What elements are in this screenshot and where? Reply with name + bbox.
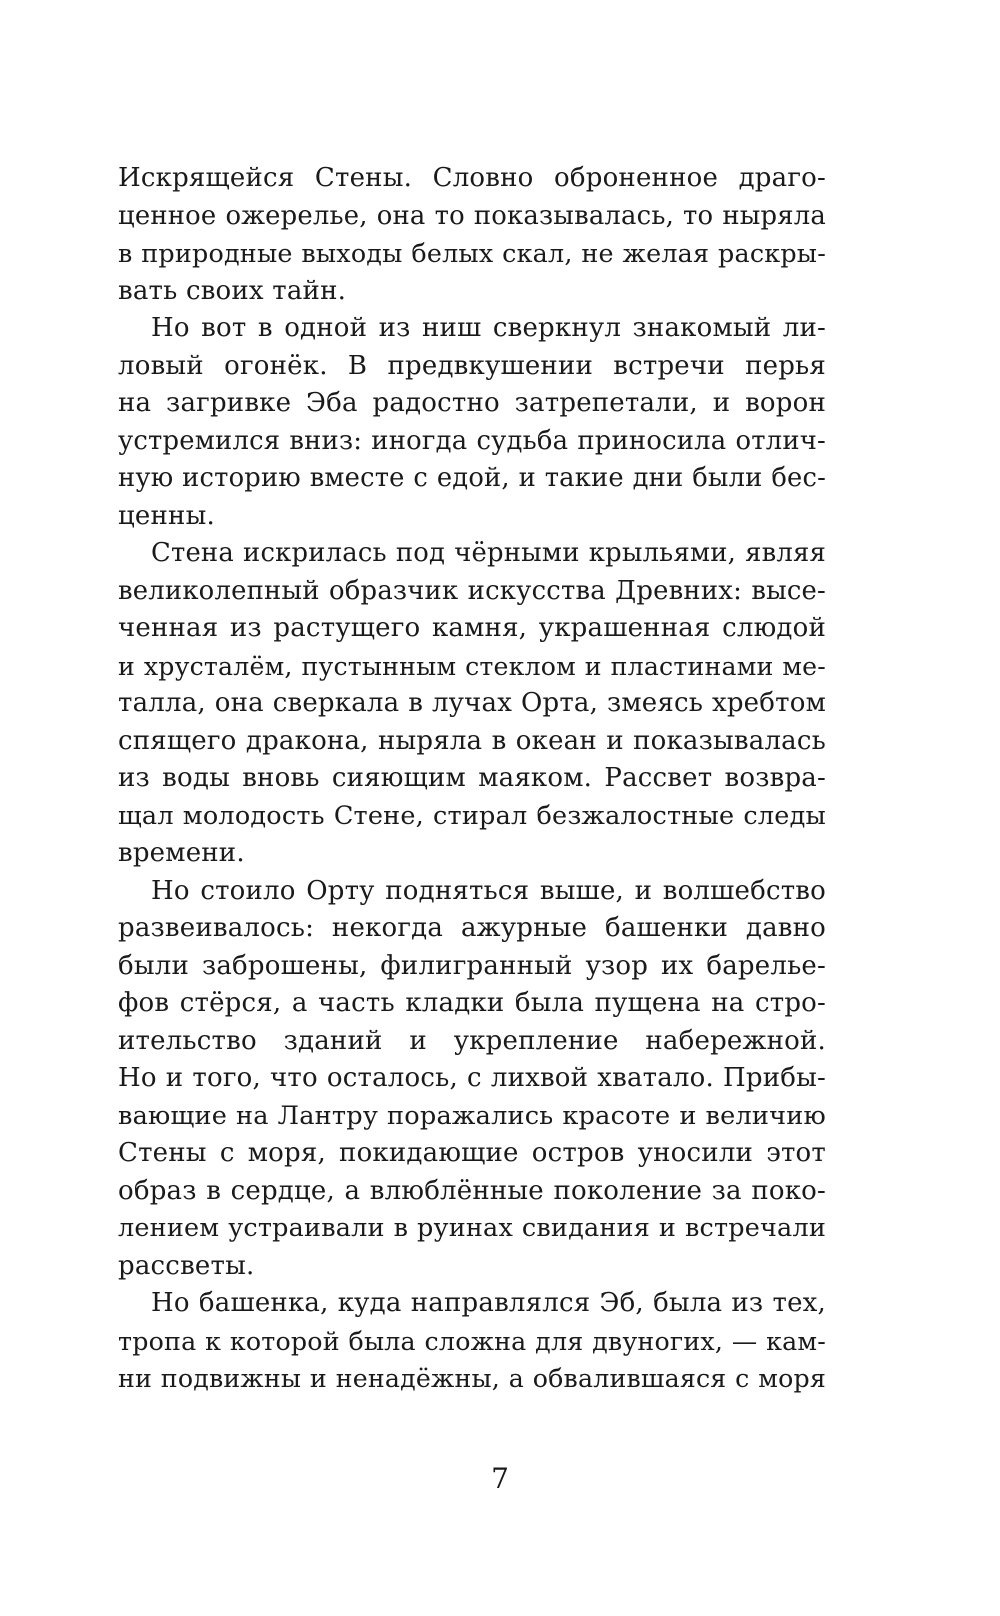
text-line: ни подвижны и ненадёжны, а обвалившаяся с моря — [118, 1364, 826, 1393]
text-line: ченная из растущего камня, украшенная слюдой — [118, 613, 826, 643]
text-line: тропа к которой была сложна для двуногих, — кам- — [118, 1326, 826, 1356]
text-line: ловый огонёк. В предвкушении встречи перья — [118, 350, 826, 381]
text-line: ценны. — [118, 500, 215, 531]
text-line: ительство зданий и укрепление набережной. — [118, 1025, 826, 1056]
text-line: Но башенка, куда направлялся Эб, была из тех, — [151, 1288, 826, 1318]
text-line: спящего дракона, ныряла в океан и показывалась — [118, 725, 826, 756]
text-line: рассветы. — [118, 1250, 255, 1281]
text-line: развеивалось: некогда ажурные башенки давно — [118, 913, 826, 943]
text-line: образ в сердце, а влюблённые поколение за поко- — [118, 1175, 826, 1206]
text-line: щал молодость Стене, стирал безжалостные следы — [118, 800, 826, 831]
text-line: из воды вновь сияющим маяком. Рассвет возвра- — [118, 763, 826, 793]
text-line: на загривке Эба радостно затрепетали, и ворон — [118, 388, 826, 418]
text-line: Но и того, что осталось, с лихвой хватало. Прибы- — [118, 1063, 826, 1093]
page-number: 7 — [491, 1462, 509, 1495]
text-line: и хрусталём, пустынным стеклом и пластинами ме- — [118, 651, 826, 681]
text-line: Искрящейся Стены. Словно оброненное драго- — [118, 163, 826, 193]
text-line: Но вот в одной из ниш сверкнул знакомый ли- — [151, 313, 826, 343]
text-line: Стена искрилась под чёрными крыльями, являя — [151, 538, 826, 568]
text-line: времени. — [118, 838, 245, 868]
text-line: лением устраивали в руинах свидания и встречали — [118, 1213, 826, 1243]
text-line: ценное ожерелье, она то показывалась, то ныряла — [118, 200, 826, 231]
text-line: талла, она сверкала в лучах Орта, змеясь хребтом — [118, 688, 826, 718]
text-line: ную историю вместе с едой, и такие дни были бес- — [118, 463, 826, 493]
text-line: были заброшены, филигранный узор их барелье- — [118, 950, 826, 981]
text-line: великолепный образчик искусства Древних: высе- — [118, 575, 826, 606]
text-line: вать своих тайн. — [118, 275, 347, 306]
text-line: вающие на Лантру поражались красоте и величию — [118, 1100, 826, 1131]
body-text — [118, 160, 826, 1398]
text-line: устремился вниз: иногда судьба приносила отлич- — [118, 425, 826, 456]
text-line: Стены с моря, покидающие остров уносили этот — [118, 1138, 826, 1168]
text-line: Но стоило Орту подняться выше, и волшебство — [151, 875, 826, 906]
text-line: в природные выходы белых скал, не желая раскры- — [118, 238, 826, 268]
text-line: фов стёрся, а часть кладки была пущена на стро- — [118, 988, 826, 1018]
